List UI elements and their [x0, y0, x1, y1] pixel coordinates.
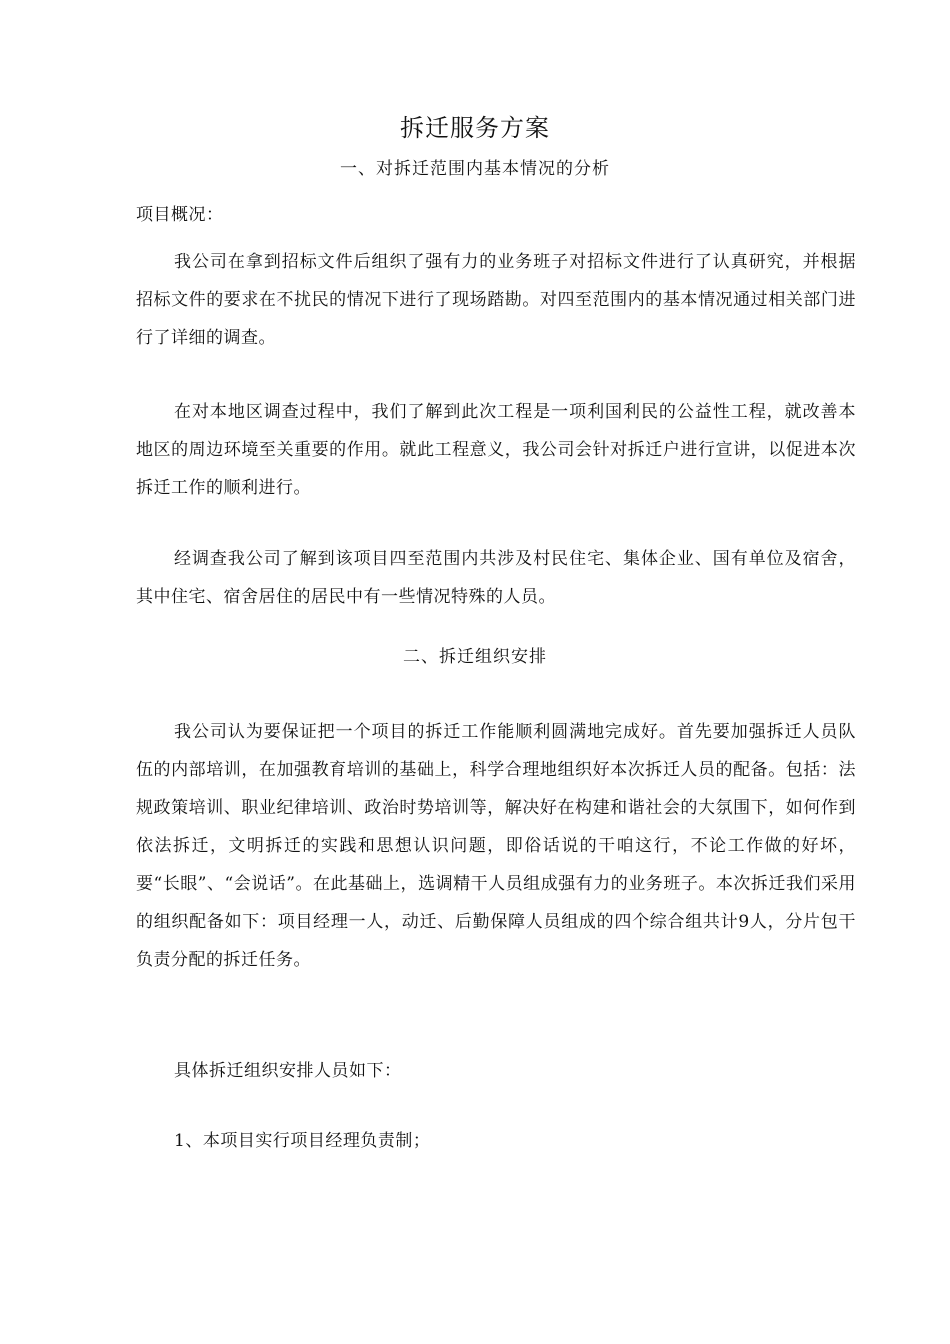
document-title: 拆迁服务方案: [400, 114, 550, 142]
paragraph-organization-plan: 我公司认为要保证把一个项目的拆迁工作能顺利圆满地完成好。首先要加强拆迁人员队伍的内部培训，在加强教育培训的基础上，科学合理地组织好本次拆迁人员的配备。包括：法规政策培训、职业纪律培训、政治时势培训等，解决好在构建和谐社会的大氛围下，如何作到依法拆迁，文明拆迁的实践和思想认识问题，即俗话说的干咱这行，不论工作做的好坏，要“长眼”、“会说话”。在此基础上，选调精干人员组成强有力的业务班子。本次拆迁我们采用的组织配备如下：项目经理一人，动迁、后勤保障人员组成的四个综合组共计9人，分片包干负责分配的拆迁任务。: [136, 722, 856, 970]
paragraph-staff-intro: 具体拆迁组织安排人员如下：: [174, 1061, 402, 1081]
section-heading-analysis: 一、对拆迁范围内基本情况的分析: [340, 159, 610, 179]
section-heading-organization: 二、拆迁组织安排: [403, 647, 547, 667]
overview-label: 项目概况：: [136, 205, 224, 225]
paragraph-survey-findings: 经调查我公司了解到该项目四至范围内共涉及村民住宅、集体企业、国有单位及宿舍，其中住宅、宿舍居住的居民中有一些情况特殊的人员。: [136, 549, 856, 607]
paragraph-list-item-1: 1、本项目实行项目经理负责制；: [174, 1131, 431, 1151]
paragraph-project-significance: 在对本地区调查过程中，我们了解到此次工程是一项利国利民的公益性工程，就改善本地区的周边环境至关重要的作用。就此工程意义，我公司会针对拆迁户进行宣讲，以促进本次拆迁工作的顺利进行。: [136, 402, 856, 498]
paragraph-tender-study: 我公司在拿到招标文件后组织了强有力的业务班子对招标文件进行了认真研究，并根据招标文件的要求在不扰民的情况下进行了现场踏勘。对四至范围内的基本情况通过相关部门进行了详细的调查。: [136, 252, 856, 348]
